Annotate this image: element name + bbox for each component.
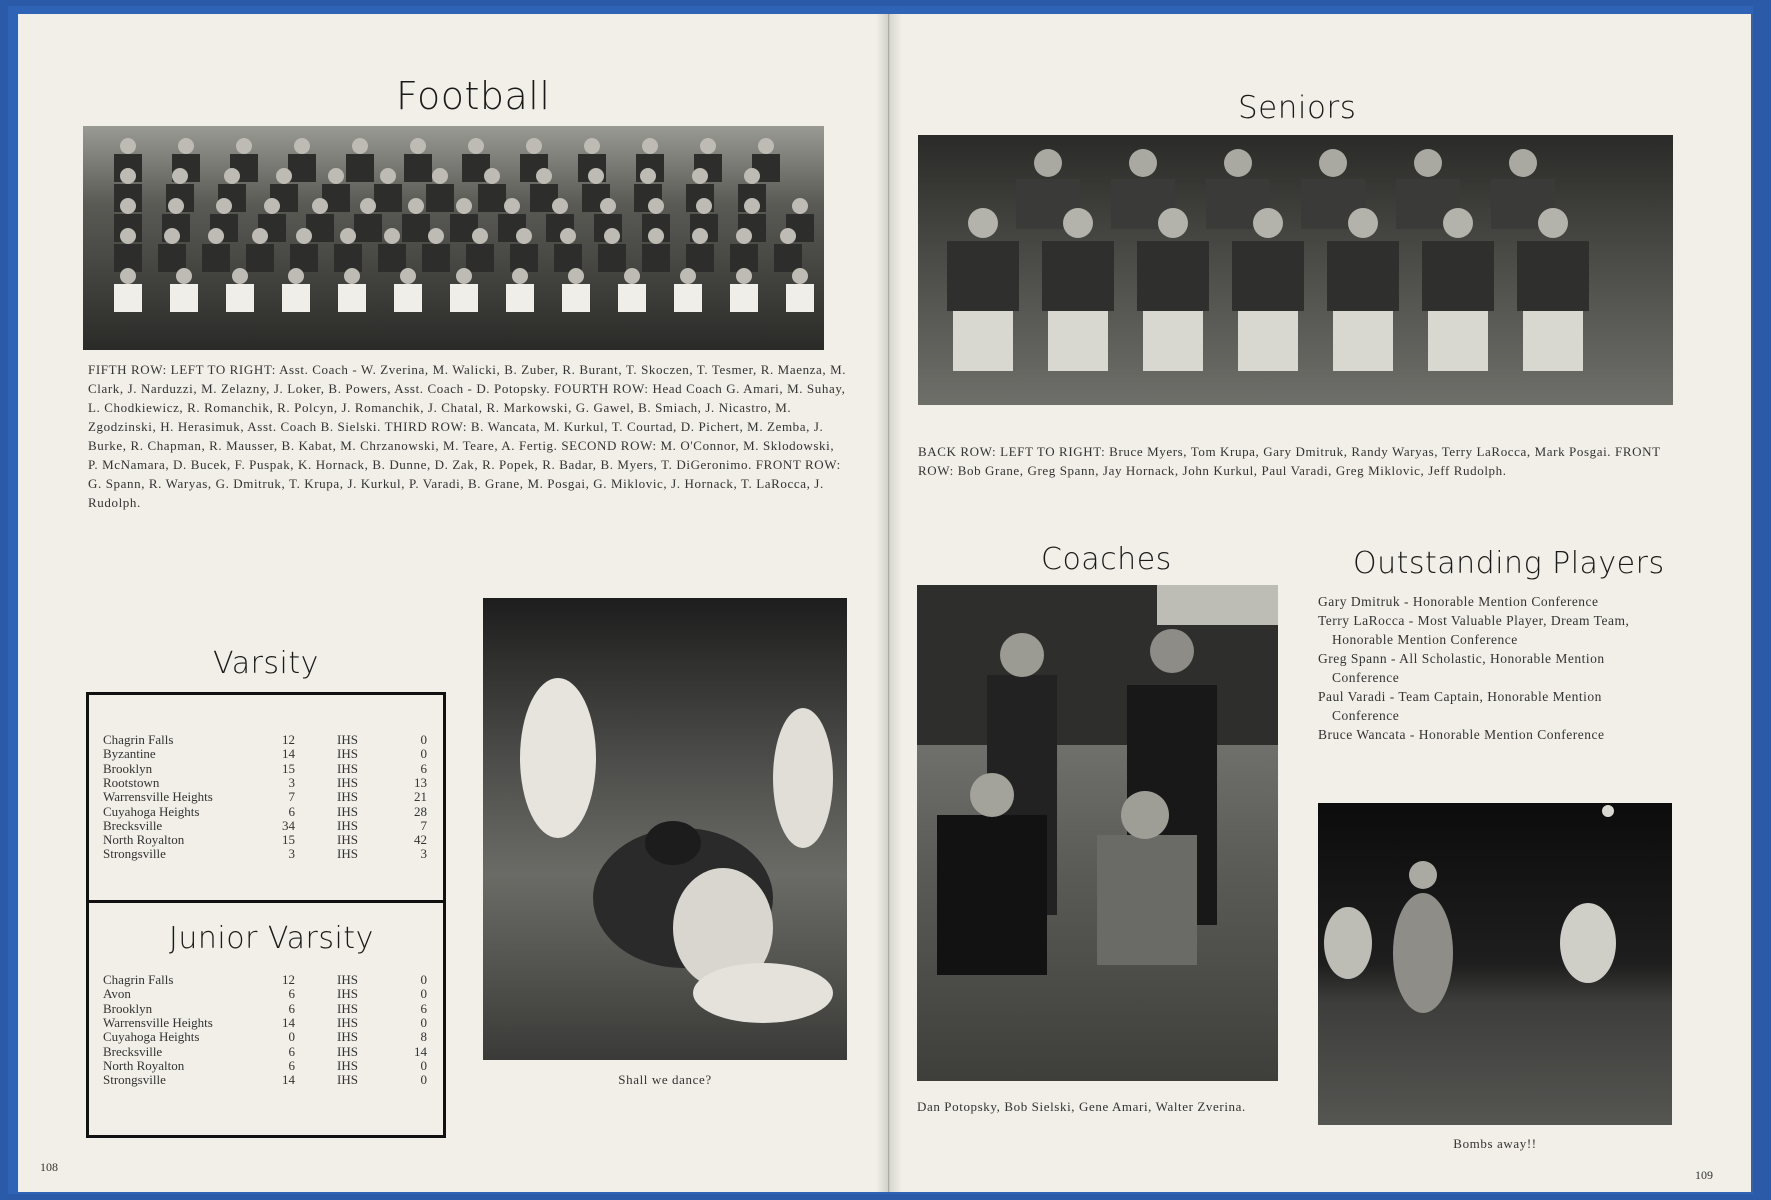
score-cell-team-score: 0 [420,1014,427,1030]
score-cell-opp-score: 15 [282,832,295,848]
team-photo [83,126,824,350]
score-cell-opponent: Brooklyn [103,1000,153,1016]
score-cell-team: IHS [337,986,358,1002]
score-cell-team-score: 6 [420,760,427,776]
score-cell-opponent: Strongsville [103,1072,166,1088]
right-page [889,14,1751,1192]
score-cell-team: IHS [337,760,358,776]
coaches-caption: Dan Potopsky, Bob Sielski, Gene Amari, Walter Zverina. [917,1099,1246,1114]
left-page [18,14,889,1192]
score-cell-opp-score: 15 [282,760,295,776]
score-cell-opp-score: 3 [288,774,295,790]
page-number-left: 108 [40,1160,58,1174]
score-row [89,805,443,820]
score-row [89,847,443,862]
score-cell-team-score: 7 [420,817,427,833]
coaches-title: Coaches [1041,542,1172,577]
outstanding-player-item: Terry LaRocca - Most Valuable Player, Dream Team, Honorable Mention Conference [1318,613,1630,647]
score-cell-team-score: 13 [414,774,427,790]
score-row [89,762,443,777]
seniors-caption: BACK ROW: LEFT TO RIGHT: Bruce Myers, Tom Krupa, Gary Dmitruk, Randy Waryas, Terry LaRocca, Mark Posgai. FRONT ROW: Bob Grane, Greg Spann, Jay Hornack, John Kurkul, Paul Varadi, Greg Miklovic, Jeff Rudolph. [918,444,1661,478]
jv-title: Junior Varsity [169,921,374,956]
score-cell-opponent: Cuyahoga Heights [103,1029,200,1045]
score-cell-team-score: 0 [420,1057,427,1073]
score-cell-opp-score: 6 [288,1057,295,1073]
score-cell-team: IHS [337,774,358,790]
score-cell-team: IHS [337,1043,358,1059]
score-cell-team: IHS [337,1029,358,1045]
score-cell-team: IHS [337,1000,358,1016]
outstanding-players-title: Outstanding Players [1353,546,1665,581]
action-photo-caption: Shall we dance? [618,1072,712,1087]
score-row [89,747,443,762]
score-cell-opponent: Strongsville [103,846,166,862]
score-cell-team-score: 0 [420,972,427,987]
outstanding-player-item: Bruce Wancata - Honorable Mention Conference [1318,727,1605,742]
score-cell-team-score: 0 [420,1072,427,1088]
score-cell-opponent: Chagrin Falls [103,732,174,747]
score-cell-opponent: Chagrin Falls [103,972,174,987]
score-cell-team: IHS [337,817,358,833]
score-cell-team: IHS [337,1057,358,1073]
score-cell-team-score: 0 [420,732,427,747]
outstanding-player-item: Paul Varadi - Team Captain, Honorable Mention Conference [1318,689,1602,723]
score-cell-team-score: 42 [414,832,427,848]
yearbook-spread [8,6,1753,1194]
score-cell-opponent: Avon [103,986,131,1002]
seniors-title: Seniors [1238,90,1357,126]
score-cell-team: IHS [337,732,358,747]
score-cell-opponent: Rootstown [103,774,160,790]
score-cell-opp-score: 6 [288,1000,295,1016]
score-cell-opp-score: 14 [282,746,295,762]
score-row [89,1045,443,1060]
score-cell-team-score: 3 [420,846,427,862]
score-cell-opponent: Brecksville [103,1043,163,1059]
score-cell-opp-score: 6 [288,1043,295,1059]
score-cell-opp-score: 34 [282,817,295,833]
score-cell-opp-score: 14 [282,1014,295,1030]
score-row [89,1073,443,1088]
action-photo [483,598,847,1060]
varsity-schedule-box [86,692,446,905]
score-cell-opp-score: 7 [288,789,295,805]
jv-schedule-box [86,900,446,1138]
night-game-caption: Bombs away!! [1453,1136,1537,1151]
score-cell-team-score: 0 [420,986,427,1002]
football-title: Football [396,74,551,118]
score-cell-opponent: North Royalton [103,1057,185,1073]
score-cell-opp-score: 14 [282,1072,295,1088]
score-cell-opponent: Brecksville [103,817,163,833]
score-cell-opp-score: 3 [288,846,295,862]
coaches-photo [917,585,1278,1081]
score-cell-team: IHS [337,803,358,819]
score-cell-team: IHS [337,1072,358,1088]
score-cell-team: IHS [337,746,358,762]
score-cell-team: IHS [337,789,358,805]
score-cell-team-score: 14 [414,1043,427,1059]
score-row [89,1030,443,1045]
outstanding-player-item: Greg Spann - All Scholastic, Honorable Mention Conference [1318,651,1605,685]
team-photo-caption: FIFTH ROW: LEFT TO RIGHT: Asst. Coach - W. Zverina, M. Walicki, B. Zuber, R. Burant, T. Skoczen, T. Tesmer, R. Maenza, M. Clark, J. Narduzzi, M. Zelazny, J. Loker, B. Powers, Asst. Coach - D. Potopsky. FOURTH ROW: Head Coach G. Amari, M. Suhay, L. Chodkiewicz, R. Romanchik, R. Polcyn, J. Romanchik, J. Chatal, R. Markowski, G. Gawel, B. Smiach, J. Nicastro, M. Zgodzinski, H. Herasimuk, Asst. Coach B. Sielski. THIRD ROW: B. Wancata, M. Kurkul, T. Courtad, D. Pichert, M. Zemba, J. Burke, R. Chapman, R. Mausser, B. Kabat, M. Chrzanowski, M. Teare, A. Fertig. SECOND ROW: M. O'Connor, M. Sklodowski, P. McNamara, D. Bucek, F. Puspak, K. Hornack, B. Dunne, D. Zak, R. Popek, R. Badar, B. Myers, T. DiGeronimo. FRONT ROW: G. Spann, R. Waryas, G. Dmitruk, T. Krupa, J. Kurkul, P. Varadi, B. Grane, M. Posgai, G. Miklovic, J. Hornack, T. LaRocca, J. Rudolph. [88,362,847,510]
score-cell-team: IHS [337,832,358,848]
score-row [89,790,443,805]
seniors-photo [918,135,1673,405]
score-cell-opp-score: 6 [288,803,295,819]
score-cell-opp-score: 12 [282,972,295,987]
score-cell-opponent: Byzantine [103,746,156,762]
score-cell-team: IHS [337,846,358,862]
score-cell-opponent: Warrensville Heights [103,1014,213,1030]
score-cell-team-score: 8 [420,1029,427,1045]
score-row [89,1002,443,1017]
night-game-photo [1318,803,1672,1125]
score-cell-opp-score: 6 [288,986,295,1002]
outstanding-players-list [1318,592,1658,744]
score-row [89,973,443,988]
score-cell-opponent: Warrensville Heights [103,789,213,805]
score-row [89,987,443,1002]
score-cell-opp-score: 0 [288,1029,295,1045]
varsity-title: Varsity [213,646,319,681]
score-cell-opponent: North Royalton [103,832,185,848]
score-cell-team-score: 0 [420,746,427,762]
score-cell-team-score: 28 [414,803,427,819]
page-number-right: 109 [1695,1168,1713,1182]
score-cell-team: IHS [337,1014,358,1030]
score-cell-opponent: Brooklyn [103,760,153,776]
score-cell-opp-score: 12 [282,732,295,747]
score-cell-team-score: 21 [414,789,427,805]
score-cell-team: IHS [337,972,358,987]
outstanding-player-item: Gary Dmitruk - Honorable Mention Conference [1318,594,1599,609]
score-cell-opponent: Cuyahoga Heights [103,803,200,819]
score-cell-team-score: 6 [420,1000,427,1016]
